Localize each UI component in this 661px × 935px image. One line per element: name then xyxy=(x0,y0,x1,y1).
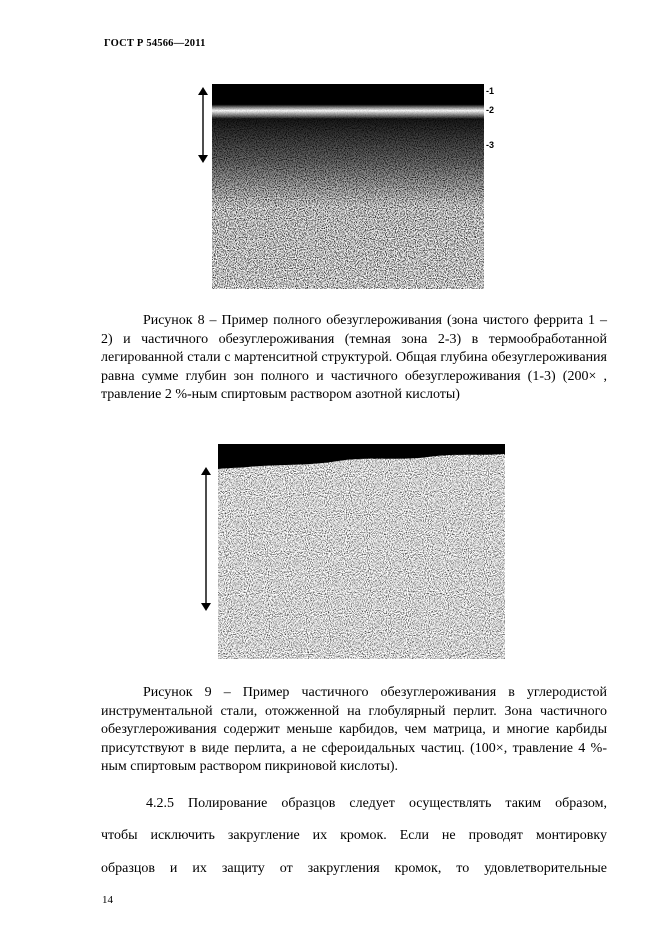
body-text-line-1: 4.2.5 Полирование образцов следует осуществлять таким образом, xyxy=(146,796,607,811)
document-header: ГОСТ Р 54566—2011 xyxy=(104,38,206,49)
body-text-line-3: образцов и их защиту от закругления кромок, то удовлетворительные xyxy=(101,861,607,876)
micrograph-figure9 xyxy=(218,444,505,659)
zone-label-2: -2 xyxy=(486,105,495,115)
micrograph-figure8 xyxy=(212,84,484,289)
zone-label-3: -3 xyxy=(486,140,495,150)
figure8-caption: Рисунок 8 – Пример полного обезуглероживания (зона чистого феррита 1 – 2) и частичного обезуглероживания (темная зона 2-3) в термообработанной легированной стали с мартенситной структурой. Общая глубина обезуглероживания равна сумме глубин зон полного и частичного обезуглероживания (1-3) (200× , травление 2 %-ным спиртовым раствором азотной кислоты) xyxy=(101,313,607,402)
depth-arrow-figure9 xyxy=(199,466,213,612)
zone-label-1: -1 xyxy=(486,86,495,96)
page-number: 14 xyxy=(102,894,113,906)
body-text-line-2: чтобы исключить закругление их кромок. Если не проводят монтировку xyxy=(101,828,607,843)
figure9-caption: Рисунок 9 – Пример частичного обезуглероживания в углеродистой инструментальной стали, отожженной на глобулярный перлит. Зона частичного обезуглероживания содержит меньше карбидов, чем матрица, и многие карбиды присутствуют в виде перлита, а не сфероидальных частиц. (100×, травление 4 %-ным спиртовым раствором пикриновой кислоты). xyxy=(101,685,607,774)
depth-arrow-figure8 xyxy=(196,86,210,164)
